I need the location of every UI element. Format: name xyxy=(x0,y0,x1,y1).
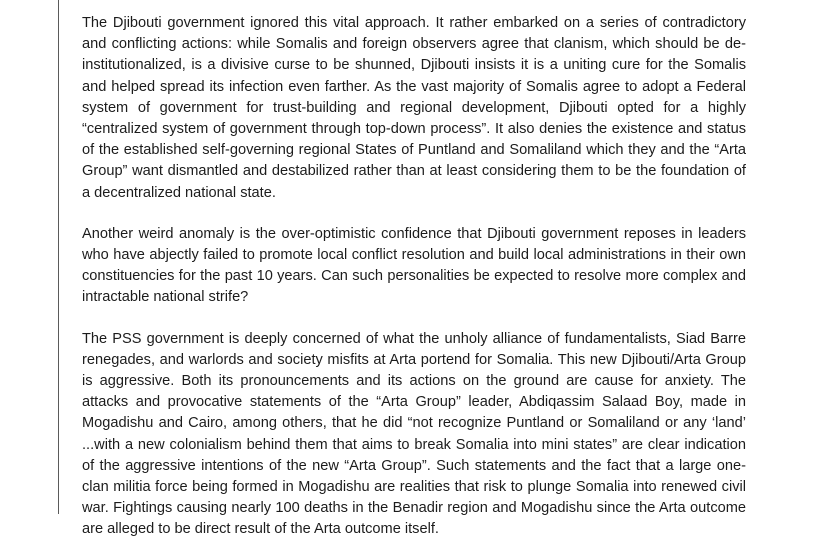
paragraph-weird-anomaly: Another weird anomaly is the over-optimistic confidence that Djibouti government reposes in leaders who have abjectly failed to promote local conflict resolution and build local administrations in their own constituencies for the past 10 years. Can such personalities be expected to resolve more complex and intractable national strife? xyxy=(82,225,746,306)
paragraph-pss-concern: The PSS government is deeply concerned of what the unholy alliance of fundamentalists, Siad Barre renegades, and warlords and society misfits at Arta portend for Somalia. This new Djibouti/Arta Group is aggressive. Both its pronouncements and its actions on the ground are cause for anxiety. The attacks and provocative statements of the “Arta Group” leader, Abdiqassim Salaad Boy, made in Mogadishu and Cairo, among others, that he did “not recognize Puntland or Somaliland or any ‘land’ ...with a new colonialism behind them that aims to break Somalia into mini states” are clear indication of the aggressive intentions of the new “Arta Group”. Such statements and the fact that a large one-clan militia force being formed in Mogadishu are realities that risk to plunge Somalia into renewed civil war. Fightings causing nearly 100 deaths in the Benadir region and Mogadishu since the Arta outcome are alleged to be direct result of the Arta outcome itself. xyxy=(82,330,746,538)
paragraph-djibouti-approach: The Djibouti government ignored this vital approach. It rather embarked on a series of contradictory and conflicting actions: while Somalis and foreign observers agree that clanism, which should be de-institutionalized, is a divisive curse to be shunned, Djibouti insists it is a uniting cure for the Somalis and helped spread its infection even farther. As the vast majority of Somalis agree to adopt a Federal system of government for trust-building and regional development, Djibouti opted for a highly “centralized system of government through top-down process”. It also denies the existence and status of the established self-governing regional States of Puntland and Somaliland which they and the “Arta Group” want dismantled and destabilized rather than at least considering them to be the foundation of a decentralized national state. xyxy=(82,15,746,201)
document-body xyxy=(82,13,746,541)
page-margin-rule xyxy=(58,0,59,514)
